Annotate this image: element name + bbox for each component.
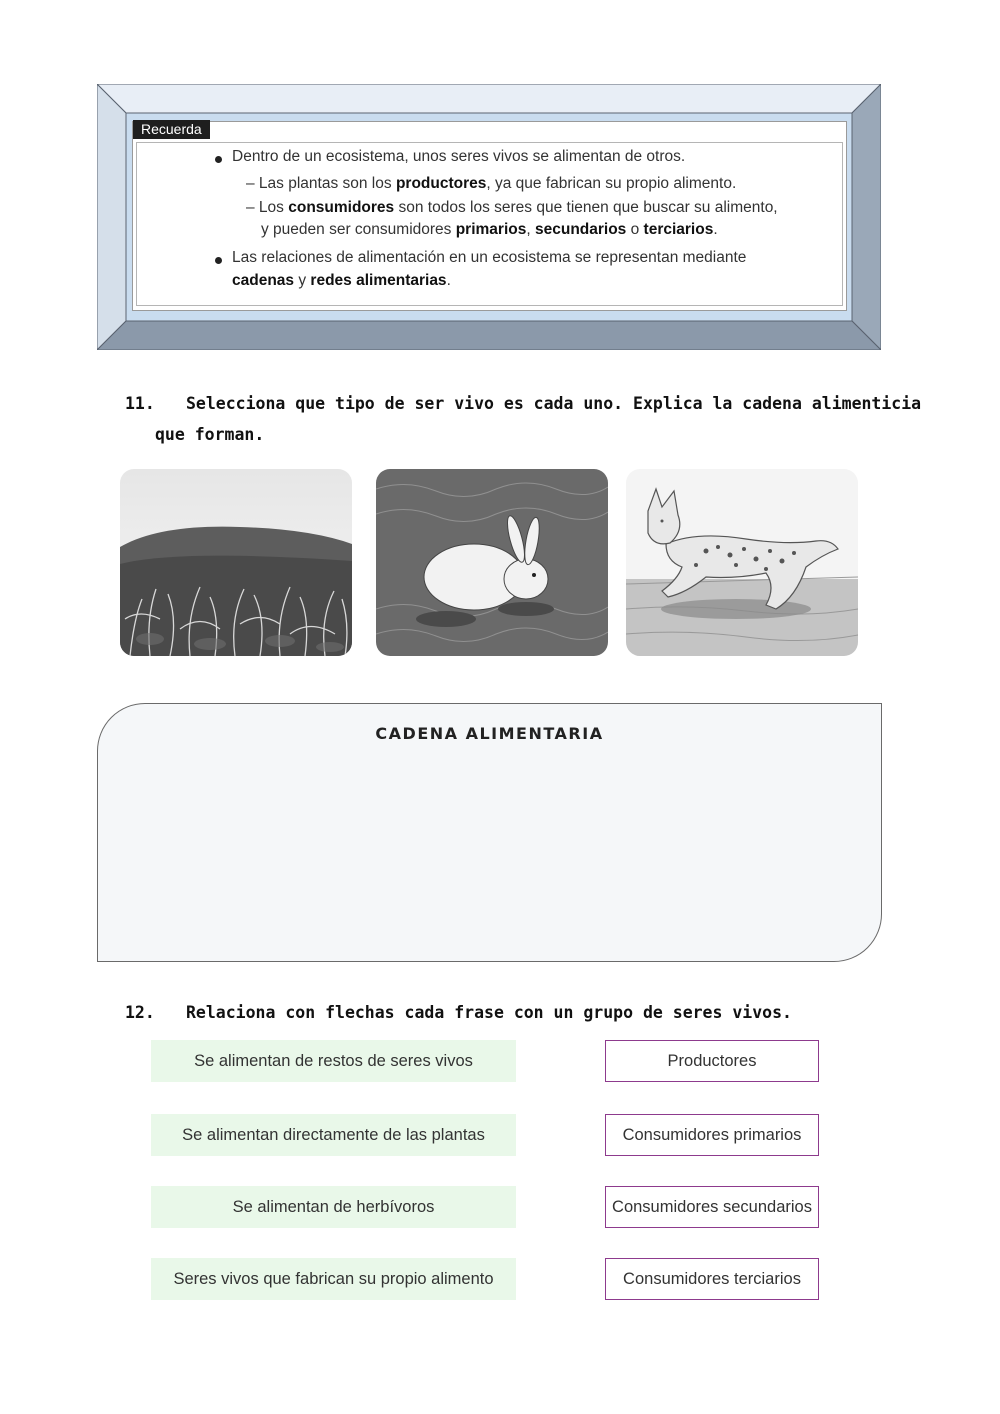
phrase-herbivoros[interactable]: Se alimentan de herbívoros [151,1186,516,1228]
recuerda-line-2: – Las plantas son los productores, ya que fabrican su propio alimento. [246,175,737,192]
group-consumidores-primarios[interactable]: Consumidores primarios [605,1114,819,1156]
phrase-restos[interactable]: Se alimentan de restos de seres vivos [151,1040,516,1082]
recuerda-line-4: y pueden ser consumidores primarios, secundarios o terciarios. [261,221,718,238]
recuerda-line-3: – Los consumidores son todos los seres que tienen que buscar su alimento, [246,199,778,216]
grass-field-picture [120,469,352,656]
cadena-alimentaria-box[interactable] [97,703,882,962]
bullet-icon [215,257,222,264]
phrase-propio-alimento[interactable]: Seres vivos que fabrican su propio alimento [151,1258,516,1300]
recuerda-line-5: Las relaciones de alimentación en un ecosistema se representan mediante [232,249,747,266]
group-consumidores-terciarios[interactable]: Consumidores terciarios [605,1258,819,1300]
exercise-12-number: 12. [125,1003,155,1022]
group-productores[interactable]: Productores [605,1040,819,1082]
cadena-title: CADENA ALIMENTARIA [375,724,604,743]
recuerda-line-1: Dentro de un ecosistema, unos seres vivos se alimentan de otros. [232,148,686,165]
recuerda-frame [97,84,881,350]
exercise-11-title-line1: Selecciona que tipo de ser vivo es cada uno. Explica la cadena alimenticia [186,394,922,413]
exercise-11-title-line2: que forman. [155,425,265,444]
bullet-icon [215,156,222,163]
exercise-12-title: Relaciona con flechas cada frase con un grupo de seres vivos. [186,1003,792,1022]
recuerda-body [136,142,843,306]
recuerda-panel [132,121,847,311]
exercise-11-number: 11. [125,394,155,413]
recuerda-line-6: cadenas y redes alimentarias. [232,272,451,289]
rabbit-picture [376,469,608,656]
phrase-plantas[interactable]: Se alimentan directamente de las plantas [151,1114,516,1156]
group-consumidores-secundarios[interactable]: Consumidores secundarios [605,1186,819,1228]
lynx-picture [626,469,858,656]
recuerda-tag: Recuerda [133,120,210,139]
